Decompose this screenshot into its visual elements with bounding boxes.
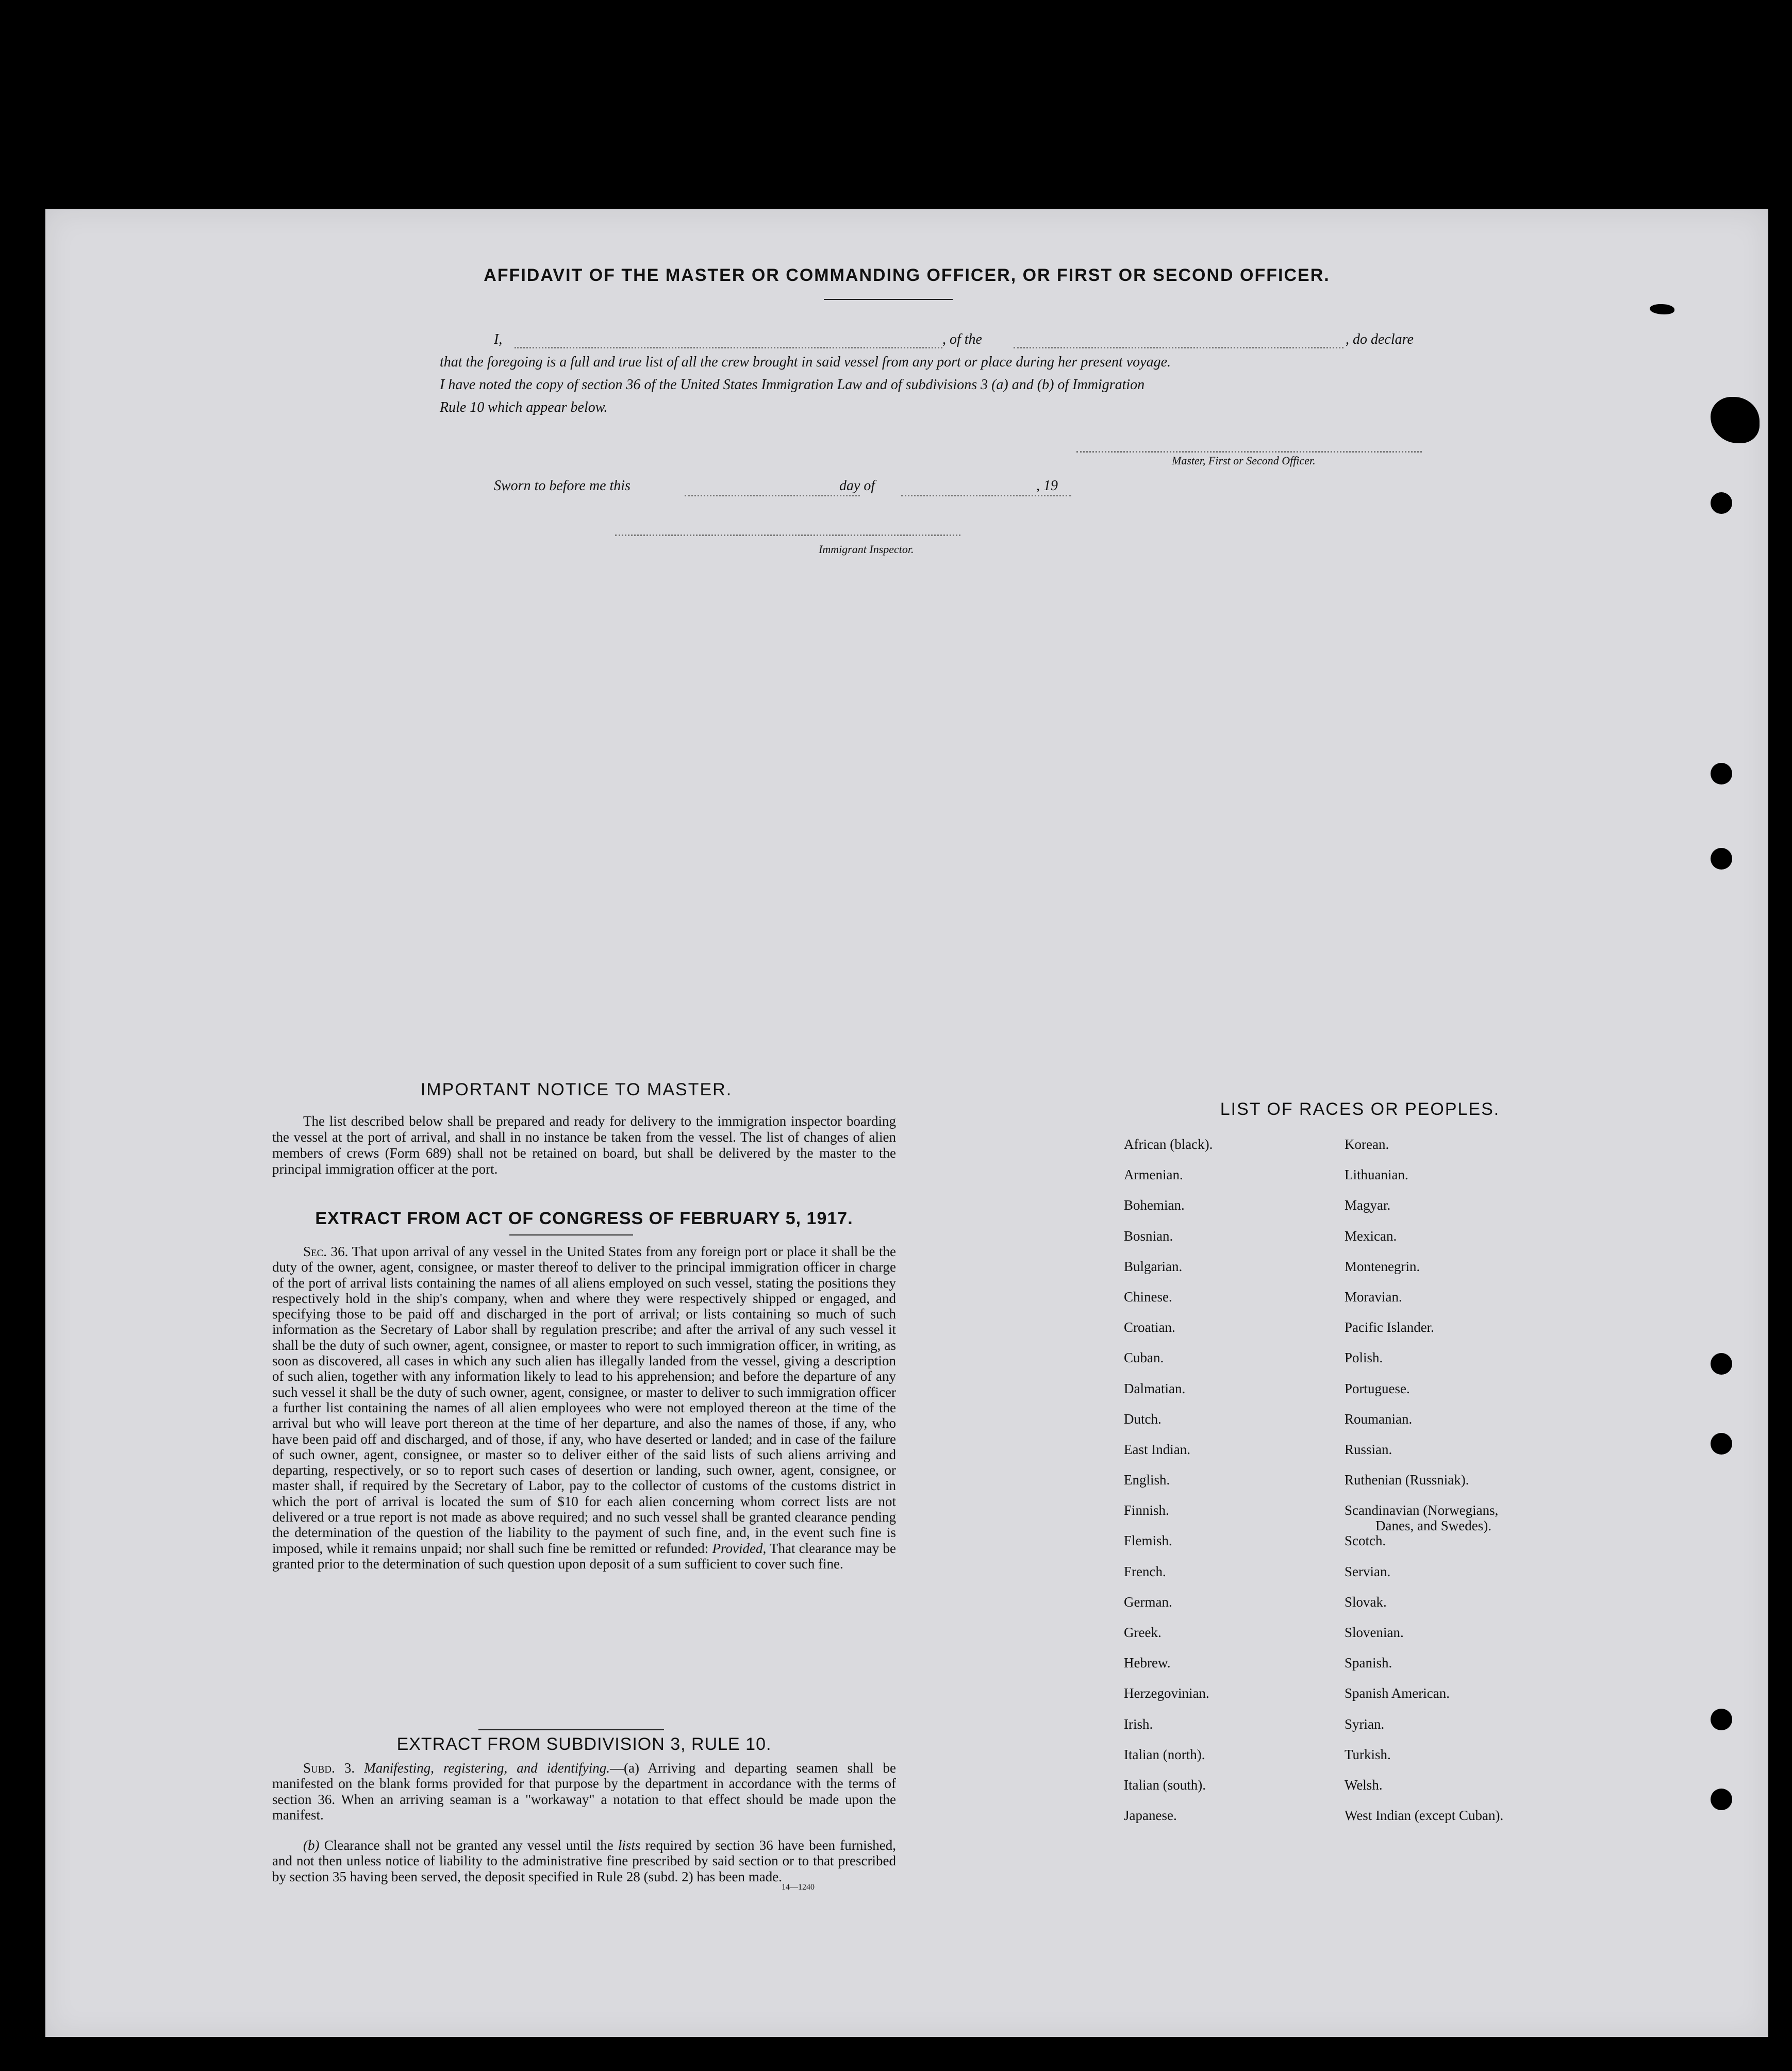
race-item	[1124, 1777, 1213, 1808]
affidavit-of-the: , of the	[942, 331, 982, 347]
race-item	[1124, 1502, 1213, 1533]
race-item	[1345, 1594, 1503, 1625]
sworn-prefix: Sworn to before me this	[494, 478, 630, 494]
punch-hole	[1711, 1709, 1732, 1730]
races-left-column	[1124, 1137, 1213, 1838]
race-item	[1124, 1320, 1213, 1350]
race-label: Flemish.	[1124, 1533, 1172, 1549]
sworn-month-blank	[901, 495, 1071, 496]
affidavit-line-2: that the foregoing is a full and true list of all the crew brought in said vessel from any port or place during her present voyage.	[440, 354, 1171, 370]
affidavit-line-3: I have noted the copy of section 36 of the United States Immigration Law and of subdivisions 3 (a) and (b) of Immigration	[440, 377, 1145, 393]
race-item	[1345, 1442, 1503, 1472]
race-label: Scandinavian (Norwegians,	[1345, 1502, 1499, 1518]
ink-stain	[1711, 397, 1760, 443]
race-item	[1124, 1350, 1213, 1380]
vessel-blank	[1014, 347, 1343, 348]
race-label: Slovak.	[1345, 1594, 1387, 1610]
race-label: Scotch.	[1345, 1533, 1386, 1549]
subd-number: Subd. 3.	[303, 1760, 355, 1776]
race-label: Roumanian.	[1345, 1411, 1413, 1427]
race-item	[1124, 1167, 1213, 1197]
race-label: French.	[1124, 1563, 1166, 1579]
race-item	[1124, 1411, 1213, 1442]
sworn-year: , 19	[1036, 478, 1058, 494]
race-label-continuation: Danes, and Swedes).	[1375, 1518, 1491, 1534]
race-item	[1345, 1808, 1503, 1838]
race-label: Chinese.	[1124, 1289, 1172, 1305]
race-item	[1345, 1777, 1503, 1808]
signature-label: Master, First or Second Officer.	[1172, 454, 1316, 467]
affidavit-do-declare: , do declare	[1346, 331, 1414, 347]
race-label: Korean.	[1345, 1137, 1389, 1152]
punch-hole	[1711, 763, 1732, 784]
extract-rule-body-b	[272, 1838, 896, 1884]
race-label: Greek.	[1124, 1625, 1162, 1640]
race-label: Montenegrin.	[1345, 1258, 1420, 1274]
race-item	[1345, 1685, 1503, 1716]
race-label: Portuguese.	[1345, 1380, 1410, 1396]
race-item	[1345, 1137, 1503, 1167]
races-right-column	[1345, 1137, 1503, 1838]
race-label: Italian (north).	[1124, 1746, 1205, 1762]
signature-line	[1076, 451, 1422, 453]
race-item	[1345, 1350, 1503, 1380]
race-item	[1345, 1472, 1503, 1502]
race-label: Cuban.	[1124, 1350, 1164, 1366]
name-blank	[515, 347, 942, 348]
race-label: English.	[1124, 1472, 1170, 1488]
race-item	[1345, 1533, 1503, 1563]
race-label: West Indian (except Cuban).	[1345, 1808, 1504, 1824]
race-item	[1345, 1167, 1503, 1197]
race-item	[1124, 1228, 1213, 1259]
races-title: LIST OF RACES OR PEOPLES.	[1220, 1099, 1500, 1119]
notice-body: The list described below shall be prepared and ready for delivery to the immigration inspector boarding the vessel at the port of arrival, and shall in no instance be taken from the vessel. The list of changes of alien members of crews (Form 689) shall not be retained on board, but shall be delivered by the master to the principal immigration officer at the port.	[272, 1113, 896, 1177]
race-item	[1345, 1625, 1503, 1655]
race-item	[1124, 1747, 1213, 1777]
punch-hole	[1711, 492, 1732, 514]
race-item	[1345, 1747, 1503, 1777]
race-item	[1124, 1625, 1213, 1655]
sworn-day-blank	[685, 495, 860, 496]
race-label: Finnish.	[1124, 1502, 1169, 1518]
extract-rule-body	[272, 1760, 896, 1823]
race-item	[1345, 1502, 1503, 1533]
race-label: Herzegovinian.	[1124, 1685, 1209, 1701]
race-item	[1345, 1411, 1503, 1442]
race-label: African (black).	[1124, 1137, 1213, 1152]
punch-hole	[1711, 848, 1732, 870]
race-label: Irish.	[1124, 1716, 1153, 1732]
punch-hole	[1711, 1353, 1732, 1375]
race-label: Mexican.	[1345, 1228, 1397, 1244]
race-item	[1345, 1716, 1503, 1747]
title-divider	[824, 299, 953, 300]
document-page	[45, 209, 1768, 2037]
inspector-label: Immigrant Inspector.	[819, 543, 914, 556]
race-label: Pacific Islander.	[1345, 1320, 1434, 1335]
race-item	[1124, 1655, 1213, 1685]
extract-rule-divider	[478, 1729, 664, 1730]
race-label: Syrian.	[1345, 1716, 1385, 1732]
punch-hole	[1711, 1789, 1732, 1810]
race-label: Russian.	[1345, 1441, 1392, 1457]
affidavit-i: I,	[494, 331, 503, 347]
race-item	[1345, 1197, 1503, 1228]
race-label: Bosnian.	[1124, 1228, 1173, 1244]
race-item	[1345, 1228, 1503, 1259]
race-label: Bohemian.	[1124, 1197, 1185, 1213]
race-label: Welsh.	[1345, 1777, 1383, 1793]
race-label: Polish.	[1345, 1350, 1383, 1366]
race-label: East Indian.	[1124, 1441, 1190, 1457]
race-item	[1124, 1533, 1213, 1563]
race-label: Italian (south).	[1124, 1777, 1206, 1793]
race-label: Lithuanian.	[1345, 1167, 1408, 1183]
race-item	[1124, 1716, 1213, 1747]
section-text-end: That clearance may be granted prior to the determination of such question upon deposit of a sum sufficient to cover such fine.	[272, 1540, 897, 1572]
extract-act-divider	[509, 1234, 633, 1235]
para-b-text-2: required by section 36 have been furnished, and not then unless notice of liability to the administrative fine prescribed by said section or to that prescribed by section 35 having been served, the deposit specified in Rule 28 (subd. 2) has been made.	[272, 1838, 897, 1884]
race-item	[1124, 1442, 1213, 1472]
race-label: Spanish American.	[1345, 1685, 1450, 1701]
race-label: Armenian.	[1124, 1167, 1183, 1183]
race-item	[1124, 1137, 1213, 1167]
race-item	[1345, 1259, 1503, 1289]
race-label: Servian.	[1345, 1563, 1391, 1579]
race-item	[1345, 1320, 1503, 1350]
race-label: Spanish.	[1345, 1655, 1392, 1671]
race-label: Japanese.	[1124, 1808, 1177, 1824]
ink-stain	[1650, 304, 1674, 314]
inspector-line	[615, 535, 960, 536]
para-b-text-1: Clearance shall not be granted any vessel until the	[324, 1838, 613, 1853]
race-label: Slovenian.	[1345, 1625, 1404, 1640]
race-item	[1345, 1564, 1503, 1594]
race-label: Turkish.	[1345, 1746, 1391, 1762]
punch-hole	[1711, 1433, 1732, 1455]
extract-act-title: EXTRACT FROM ACT OF CONGRESS OF FEBRUARY 5, 1917.	[315, 1209, 853, 1228]
race-label: Dalmatian.	[1124, 1380, 1186, 1396]
race-item	[1124, 1564, 1213, 1594]
para-b-lead: (b)	[303, 1838, 320, 1853]
race-item	[1124, 1808, 1213, 1838]
race-item	[1124, 1197, 1213, 1228]
para-b-lists: lists	[618, 1838, 641, 1853]
race-label: Moravian.	[1345, 1289, 1402, 1305]
race-item	[1124, 1594, 1213, 1625]
section-number: Sec. 36.	[303, 1244, 349, 1259]
subd-para-a: —(a) Arriving and departing seamen shall be manifested on the blank forms provided for that purpose by the department in accordance with the terms of section 36. When an arriving seaman is a "workaway" a notation to that effect should be made upon the manifest.	[272, 1760, 896, 1823]
affidavit-title: AFFIDAVIT OF THE MASTER OR COMMANDING OFFICER, OR FIRST OR SECOND OFFICER.	[484, 265, 1330, 285]
subd-heading: Manifesting, registering, and identifying.	[364, 1760, 610, 1776]
race-label: Bulgarian.	[1124, 1258, 1183, 1274]
race-label: German.	[1124, 1594, 1172, 1610]
provided-word: Provided,	[712, 1540, 767, 1556]
race-label: Magyar.	[1345, 1197, 1391, 1213]
race-label: Dutch.	[1124, 1411, 1162, 1427]
race-item	[1345, 1289, 1503, 1320]
extract-act-body	[272, 1244, 896, 1572]
race-item	[1345, 1381, 1503, 1411]
race-item	[1124, 1289, 1213, 1320]
race-label: Hebrew.	[1124, 1655, 1171, 1671]
section-text: That upon arrival of any vessel in the United States from any foreign port or place it shall be the duty of the owner, agent, consignee, or master thereof to deliver to the principal immigration officer in charge of the port of arrival lists containing the names of all aliens employed on such vessel, stating the positions they respectively hold in the ship's company, when and where they were respectively shipped or engaged, and specifying those to be paid off and discharged in the port of arrival; or lists containing so much of such information as the Secretary of Labor shall by regulation prescribe; and after the arrival of any such vessel it shall be the duty of such owner, agent, consignee, or master to report to such immigration officer, in writing, as soon as discovered, all cases in which any such alien has illegally landed from the vessel, giving a description of such alien, together with any information likely to lead to his apprehension; and before the departure of any such vessel it shall be the duty of such owner, agent, consignee, or master to deliver to such immigration officer a further list containing the names of all alien employees who were not employed thereon at the time of the arrival but who will leave port thereon at the time of her departure, and also the names of those, if any, who have been paid off and discharged, and of those, if any, who have deserted or landed; and in case of the failure of such owner, agent, consignee, or master so to deliver either of the said lists of such aliens arriving and departing, respectively, or so to report such cases of desertion or landing, such owner, agent, consignee, or master shall, if required by the Secretary of Labor, pay to the collector of customs of the customs district in which the port of arrival is located the sum of $10 for each alien concerning whom correct lists are not delivered or a true report is not made as above required; and no such vessel shall be granted clearance pending the determination of the question of the liability to the payment of such fine, and, in the event such fine is imposed, while it remains unpaid; nor shall such fine be remitted or refunded:	[272, 1244, 896, 1556]
notice-title: IMPORTANT NOTICE TO MASTER.	[420, 1080, 733, 1099]
sworn-day-of: day of	[839, 478, 875, 494]
race-label: Ruthenian (Russniak).	[1345, 1472, 1469, 1488]
race-item	[1345, 1655, 1503, 1685]
extract-rule-title: EXTRACT FROM SUBDIVISION 3, RULE 10.	[396, 1734, 772, 1754]
race-item	[1124, 1472, 1213, 1502]
race-item	[1124, 1381, 1213, 1411]
form-number: 14—1240	[782, 1883, 815, 1892]
affidavit-line-4: Rule 10 which appear below.	[440, 399, 608, 415]
race-label: Croatian.	[1124, 1320, 1175, 1335]
race-item	[1124, 1259, 1213, 1289]
race-item	[1124, 1685, 1213, 1716]
